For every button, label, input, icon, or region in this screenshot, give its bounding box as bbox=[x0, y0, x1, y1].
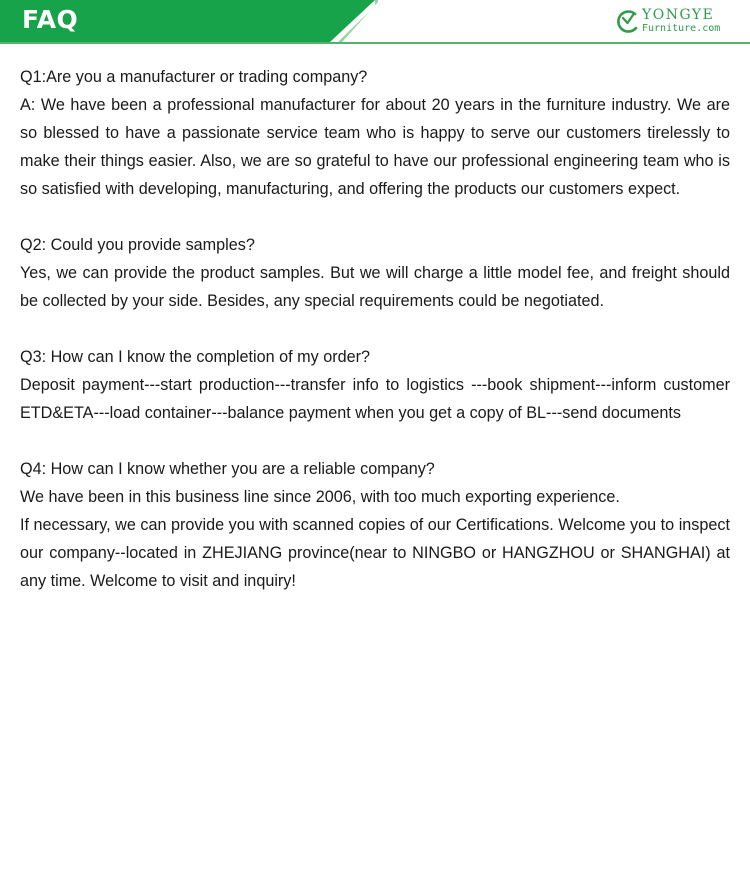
faq-item-3 bbox=[20, 343, 730, 427]
logo-name: YONGYE bbox=[642, 7, 715, 23]
logo-subtitle: Furniture.com bbox=[642, 23, 721, 34]
faq-item-1 bbox=[20, 63, 730, 203]
faq-item-2 bbox=[20, 231, 730, 315]
faq-header bbox=[0, 0, 750, 44]
faq-question: Q4: How can I know whether you are a reliable company? bbox=[20, 460, 435, 478]
yongye-logo-icon bbox=[616, 9, 640, 35]
brand-logo bbox=[616, 9, 736, 37]
faq-answer: We have been in this business line since 2006, with too much exporting experience. bbox=[20, 488, 620, 506]
faq-answer: A: We have been a professional manufacturer for about 20 years in the furniture industry. We are so blessed to have a passionate service team who is happy to serve our customers tirelessly to make their things easier. Also, we are so grateful to have our professional engineering team who is so satisfied with developing, manufacturing, and offering the products our customers expect. bbox=[20, 96, 730, 198]
faq-answer: If necessary, we can provide you with scanned copies of our Certifications. Welcome you to inspect our company--located in ZHEJIANG province(near to NINGBO or HANGZHOU or SHANGHAI) at any time. Welcome to visit and inquiry! bbox=[20, 516, 730, 590]
faq-question: Q1:Are you a manufacturer or trading company? bbox=[20, 68, 368, 86]
faq-question: Q2: Could you provide samples? bbox=[20, 236, 255, 254]
faq-question: Q3: How can I know the completion of my order? bbox=[20, 348, 370, 366]
faq-answer: Yes, we can provide the product samples. But we will charge a little model fee, and freight should be collected by your side. Besides, any special requirements could be negotiated. bbox=[20, 264, 730, 310]
faq-list bbox=[20, 63, 730, 623]
page-title: FAQ bbox=[22, 5, 79, 34]
faq-answer: Deposit payment---start production---transfer info to logistics ---book shipment---inform customer ETD&ETA---load container---balance payment when you get a copy of BL---send documents bbox=[20, 376, 730, 422]
faq-item-4 bbox=[20, 455, 730, 595]
